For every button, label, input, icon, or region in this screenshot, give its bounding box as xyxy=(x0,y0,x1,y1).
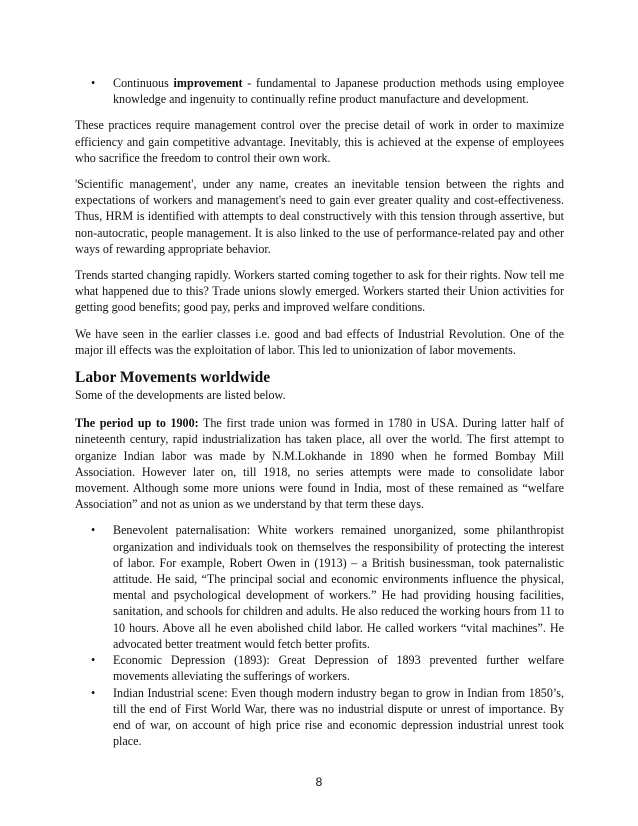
bullet-icon xyxy=(91,652,103,668)
paragraph: These practices require management control over the precise detail of work in order to maximize efficiency and gain competitive advantage. Inevitably, this is achieved at the expense of employees who sacrifice the freedom to control their own work. xyxy=(75,118,564,165)
section-subtitle: Some of the developments are listed below. xyxy=(75,388,286,403)
paragraph: Trends started changing rapidly. Workers started coming together to ask for their rights. Now tell me what happened due to this? Trade unions slowly emerged. Workers started their Union activities for getting good benefits; good pay, perks and improved welfare conditions. xyxy=(75,268,564,315)
bullet-icon xyxy=(91,685,103,701)
page-number: 8 xyxy=(315,775,323,789)
period-text: The first trade union was formed in 1780 in USA. During latter half of nineteenth century, rapid industrialization has taken place, all over the world. The first attempt to organize Indian labor was made by N.M.Lokhande in 1890 when he formed Bombay Mill Association. However later on, till 1918, no series attempts were made to consolidate labor movement. Although some more unions were found in India, most of these remained as “welfare Association” and not as union as we understand by that term these days. xyxy=(75,416,564,512)
bullet-text-post: - fundamental to Japanese production methods using employee knowledge and ingenuity to continually refine product manufacture and development. xyxy=(113,76,564,107)
page-content xyxy=(75,75,564,759)
list-item xyxy=(91,522,564,652)
bullet-text: Indian Industrial scene: Even though modern industry began to grow in Indian from 1850’s, till the end of First World War, there was no industrial dispute or unrest of importance. By end of war, on account of high price rise and economic depression industrial unrest took place. xyxy=(113,685,564,749)
bullet-text-pre: Continuous xyxy=(113,76,174,90)
list-item xyxy=(91,652,564,684)
section-heading: Labor Movements worldwide xyxy=(75,369,271,387)
bullet-text-bold: improvement xyxy=(173,76,243,90)
period-paragraph xyxy=(75,415,564,512)
bullet-icon xyxy=(91,75,103,91)
list-item xyxy=(91,75,564,107)
bullet-list xyxy=(75,522,564,749)
paragraph: We have seen in the earlier classes i.e. good and bad effects of Industrial Revolution. One of the major ill effects was the exploitation of labor. This led to unionization of labor movements. xyxy=(75,326,564,357)
bullet-icon xyxy=(91,522,103,538)
bullet-text: Economic Depression (1893): Great Depression of 1893 prevented further welfare movements alleviating the sufferings of workers. xyxy=(113,653,564,684)
list-item xyxy=(91,685,564,750)
paragraph: 'Scientific management', under any name, creates an inevitable tension between the rights and expectations of workers and management's need to gain ever greater quality and cost-effectiveness. Thus, HRM is identified with attempts to deal constructively with this tension through assertive, but non-autocratic, people management. It is also linked to the use of performance-related pay and other ways of rewarding appropriate behavior. xyxy=(75,177,564,256)
bullet-text: Benevolent paternalisation: White workers remained unorganized, some philanthropist organization and individuals took on themselves the responsibility of protecting the interest of labor. For example, Robert Owen in (1913) – a British businessman, took paternalistic attitude. He said, “The principal social and economic environments influence the physical, mental and psychological development of workers.” He had providing housing facilities, sanitation, and schools for children and adults. He also reduced the working hours from 11 to 10 hours. Above all he even abolished child labor. He called workers “vital machines”. He advocated better treatment would fetch better profits. xyxy=(113,523,564,651)
period-lead: The period up to 1900: xyxy=(75,416,199,431)
bullet-list-top xyxy=(75,75,564,107)
